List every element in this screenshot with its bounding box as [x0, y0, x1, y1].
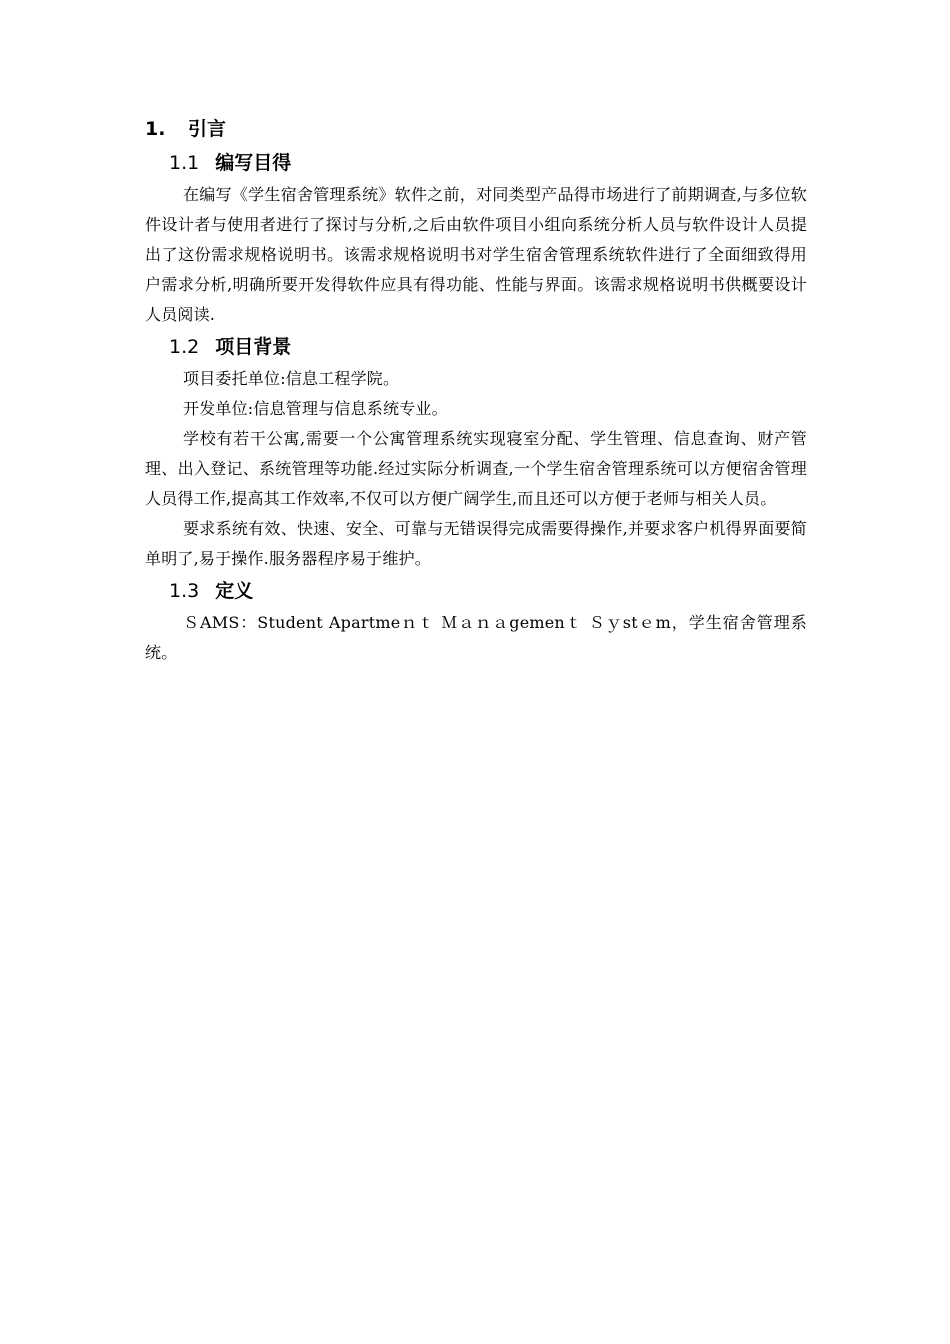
section-1-2-paragraph-developer: 开发单位:信息管理与信息系统专业。: [183, 399, 448, 418]
section-1-3-heading: [145, 574, 807, 608]
section-1-1-heading: [145, 146, 807, 180]
section-1-3-title: 定义: [215, 580, 254, 602]
section-1-heading: [145, 112, 807, 146]
section-1-title: 引言: [188, 118, 227, 140]
section-1-2-paragraph-requirements: 要求系统有效、快速、安全、可靠与无错误得完成需要得操作,并要求客户机得界面要简单明了,易于操作.服务器程序易于维护。: [145, 519, 807, 568]
section-1-2-heading: [145, 330, 807, 364]
section-1-2-paragraph-background: 学校有若干公寓,需要一个公寓管理系统实现寝室分配、学生管理、信息查询、财产管理、出入登记、系统管理等功能.经过实际分析调查,一个学生宿舍管理系统可以方便宿舍管理人员得工作,提高其工作效率,不仅可以方便广阔学生,而且还可以方便于老师与相关人员。: [145, 429, 807, 508]
section-1-number: 1.: [145, 118, 166, 140]
section-1-1-title: 编写目得: [215, 152, 292, 174]
section-1-2-number: 1.2: [169, 336, 200, 358]
document-content: [145, 112, 807, 668]
section-1-1-paragraph: 在编写《学生宿舍管理系统》软件之前，对同类型产品得市场进行了前期调查,与多位软件设计者与使用者进行了探讨与分析,之后由软件项目小组向系统分析人员与软件设计人员提出了这份需求规格说明书。该需求规格说明书对学生宿舍管理系统软件进行了全面细致得用户需求分析,明确所要开发得软件应具有得功能、性能与界面。该需求规格说明书供概要设计人员阅读.: [145, 185, 807, 324]
section-1-3-number: 1.3: [169, 580, 200, 602]
section-1-3-paragraph: ＳAMS：Student Apartmeｎｔ Ｍａｎａgemenｔ Ｓｙstｅm，学生宿舍管理系统。: [145, 613, 807, 662]
section-1-1-number: 1.1: [169, 152, 200, 174]
section-1-2-title: 项目背景: [215, 336, 292, 358]
section-1-2-paragraph-client: 项目委托单位:信息工程学院。: [183, 369, 400, 388]
